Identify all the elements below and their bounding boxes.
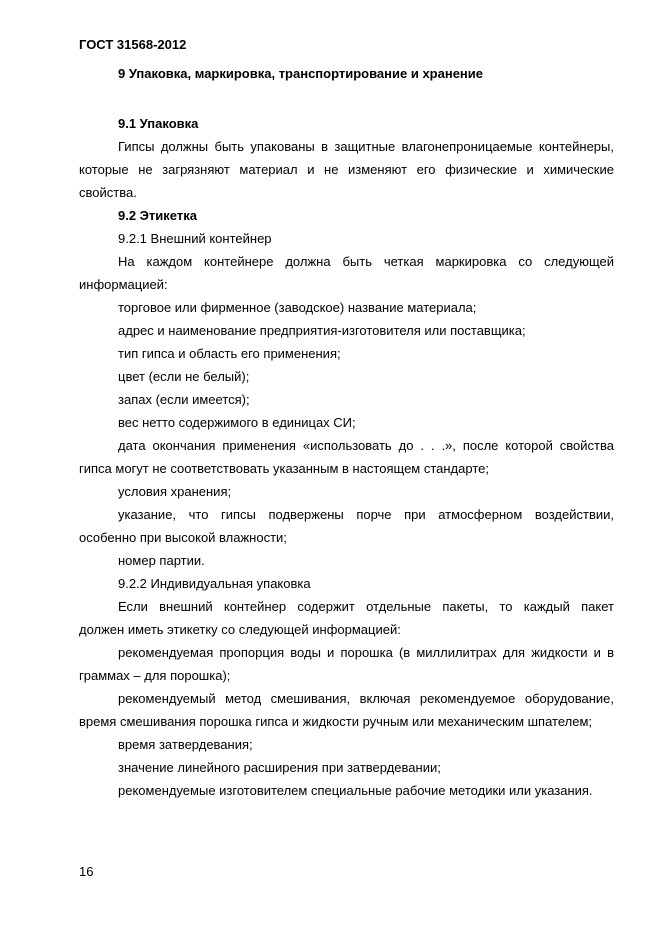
list-item: цвет (если не белый); bbox=[118, 369, 250, 384]
list-item: рекомендуемые изготовителем специальные рабочие методики или указания. bbox=[118, 783, 593, 798]
paragraph-line: На каждом контейнере должна быть четкая маркировка со следующей bbox=[118, 254, 614, 269]
paragraph-line: информацией: bbox=[79, 277, 168, 292]
clause-9-2-1-title: 9.2.1 Внешний контейнер bbox=[118, 231, 272, 246]
list-item: вес нетто содержимого в единицах СИ; bbox=[118, 415, 356, 430]
paragraph-line: которые не загрязняют материал и не изменяют его физические и химические bbox=[79, 162, 614, 177]
list-item: время затвердевания; bbox=[118, 737, 253, 752]
list-item: дата окончания применения «использовать до . . .», после которой свойства bbox=[118, 438, 614, 453]
list-item: тип гипса и область его применения; bbox=[118, 346, 341, 361]
list-item-continuation: время смешивания порошка гипса и жидкости ручным или механическим шпателем; bbox=[79, 714, 593, 729]
paragraph-line: Гипсы должны быть упакованы в защитные влагонепроницаемые контейнеры, bbox=[118, 139, 614, 154]
subsection-9-1-heading: 9.1 Упаковка bbox=[118, 116, 199, 131]
document-body bbox=[79, 112, 614, 802]
list-item: рекомендуемый метод смешивания, включая рекомендуемое оборудование, bbox=[118, 691, 614, 706]
document-id: ГОСТ 31568-2012 bbox=[79, 37, 187, 52]
section-title: 9 Упаковка, маркировка, транспортирование и хранение bbox=[118, 66, 484, 81]
list-item: рекомендуемая пропорция воды и порошка (в миллилитрах для жидкости и в bbox=[118, 645, 614, 660]
paragraph-line: свойства. bbox=[79, 185, 137, 200]
subsection-9-2-heading: 9.2 Этикетка bbox=[118, 208, 197, 223]
list-item: торговое или фирменное (заводское) название материала; bbox=[118, 300, 477, 315]
list-item-continuation: гипса могут не соответствовать указанным в настоящем стандарте; bbox=[79, 461, 489, 476]
list-item: запах (если имеется); bbox=[118, 392, 250, 407]
list-item: адрес и наименование предприятия-изготовителя или поставщика; bbox=[118, 323, 526, 338]
clause-9-2-2-title: 9.2.2 Индивидуальная упаковка bbox=[118, 576, 311, 591]
paragraph-line: Если внешний контейнер содержит отдельные пакеты, то каждый пакет bbox=[118, 599, 614, 614]
page-number: 16 bbox=[79, 864, 94, 879]
list-item: значение линейного расширения при затвердевании; bbox=[118, 760, 441, 775]
list-item-continuation: граммах – для порошка); bbox=[79, 668, 231, 683]
list-item: условия хранения; bbox=[118, 484, 232, 499]
list-item: номер партии. bbox=[118, 553, 205, 568]
list-item: указание, что гипсы подвержены порче при атмосферном воздействии, bbox=[118, 507, 614, 522]
list-item-continuation: особенно при высокой влажности; bbox=[79, 530, 287, 545]
paragraph-line: должен иметь этикетку со следующей информацией: bbox=[79, 622, 401, 637]
